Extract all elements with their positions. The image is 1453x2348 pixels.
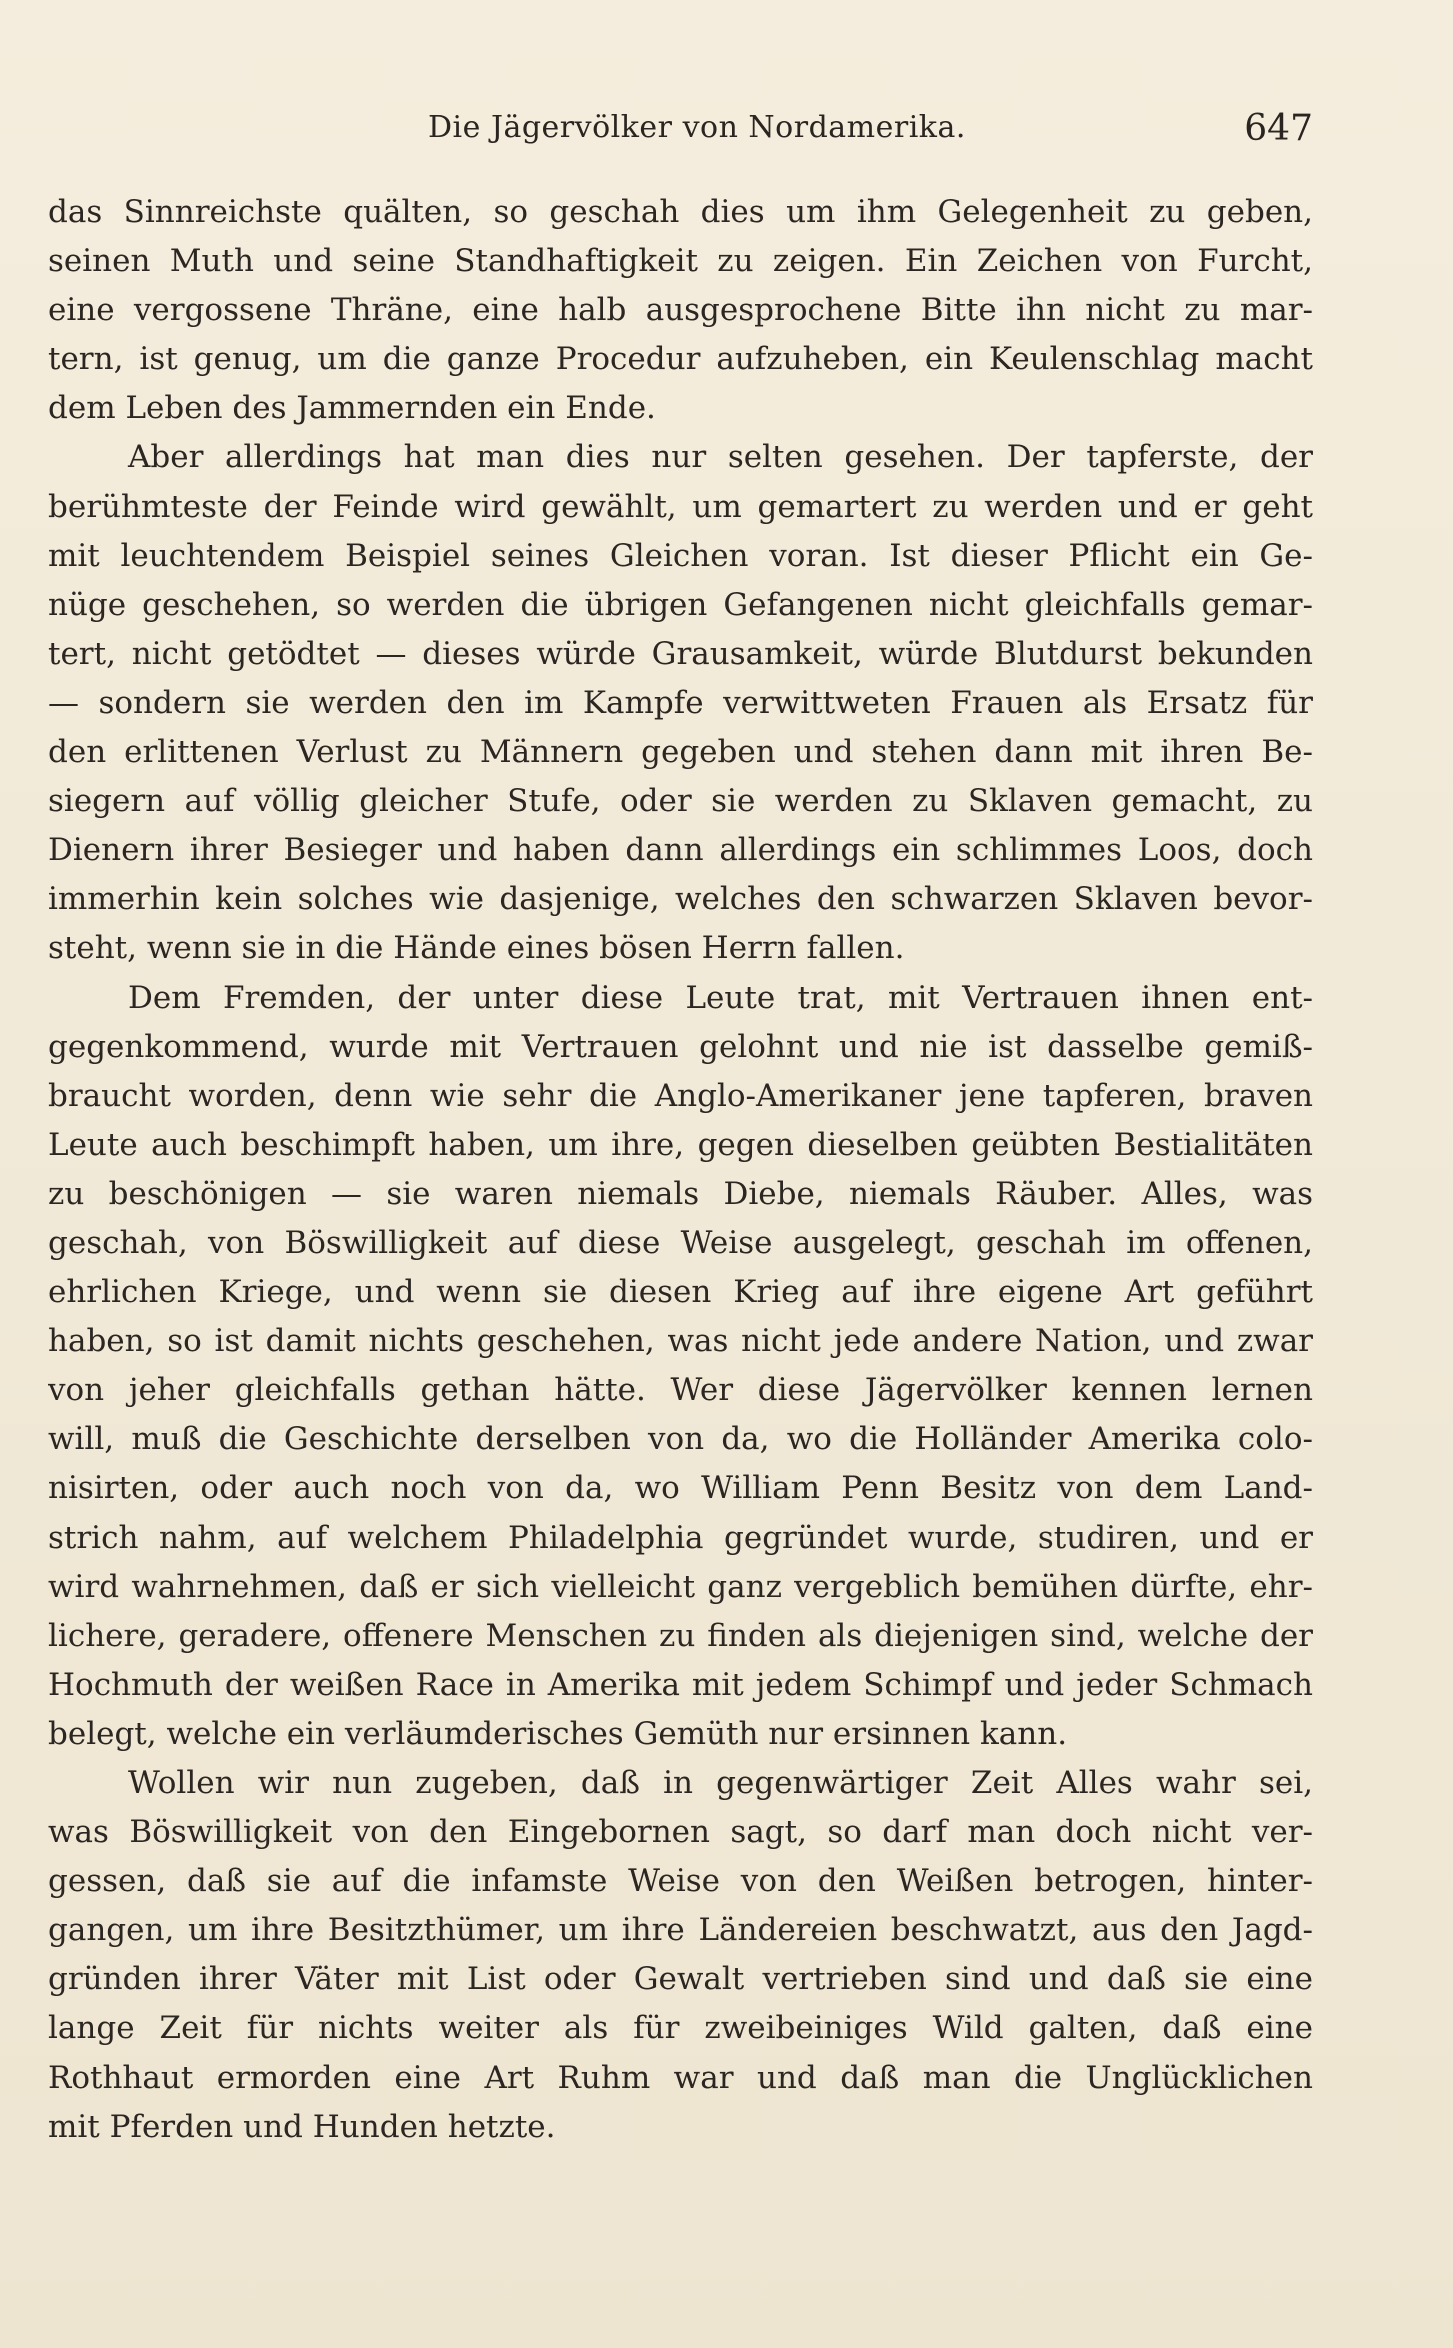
text-line: Rothhaut ermorden eine Art Ruhm war und daß man die Unglücklichen [48, 2059, 1313, 2096]
text-line: zu beschönigen — sie waren niemals Diebe, niemals Räuber. Alles, was [48, 1175, 1313, 1212]
text-line: steht, wenn sie in die Hände eines bösen Herrn fallen. [48, 930, 905, 967]
text-line: Dem Fremden, der unter diese Leute trat, mit Vertrauen ihnen ent- [128, 979, 1313, 1016]
text-line: nisirten, oder auch noch von da, wo William Penn Besitz von dem Land- [48, 1470, 1313, 1507]
text-line: geschah, von Böswilligkeit auf diese Weise ausgelegt, geschah im offenen, [48, 1224, 1313, 1261]
text-line: gangen, um ihre Besitzthümer, um ihre Ländereien beschwatzt, aus den Jagd- [48, 1912, 1313, 1949]
text-line: — sondern sie werden den im Kampfe verwittweten Frauen als Ersatz für [48, 684, 1313, 721]
text-line: tert, nicht getödtet — dieses würde Grausamkeit, würde Blutdurst bekunden [48, 635, 1313, 672]
text-line: lichere, geradere, offenere Menschen zu finden als diejenigen sind, welche der [48, 1617, 1313, 1654]
text-line: will, muß die Geschichte derselben von da, wo die Holländer Amerika colo- [48, 1421, 1313, 1458]
text-line: Wollen wir nun zugeben, daß in gegenwärtiger Zeit Alles wahr sei, [128, 1765, 1313, 1801]
text-line: seinen Muth und seine Standhaftigkeit zu zeigen. Ein Zeichen von Furcht, [48, 243, 1313, 280]
text-line: den erlittenen Verlust zu Männern gegeben und stehen dann mit ihren Be- [48, 734, 1313, 771]
text-line: mit Pferden und Hunden hetzte. [48, 2108, 556, 2145]
text-line: was Böswilligkeit von den Eingebornen sagt, so darf man doch nicht ver- [48, 1814, 1313, 1851]
text-line: immerhin kein solches wie dasjenige, welches den schwarzen Sklaven bevor- [48, 881, 1313, 918]
body-text [48, 188, 1313, 2152]
text-line: siegern auf völlig gleicher Stufe, oder sie werden zu Sklaven gemacht, zu [48, 783, 1313, 820]
text-line: berühmteste der Feinde wird gewählt, um gemartert zu werden und er geht [48, 488, 1313, 525]
text-line: Hochmuth der weißen Race in Amerika mit jedem Schimpf und jeder Schmach [48, 1666, 1313, 1703]
text-line: gegenkommend, wurde mit Vertrauen gelohnt und nie ist dasselbe gemiß- [48, 1028, 1313, 1065]
text-line: ehrlichen Kriege, und wenn sie diesen Krieg auf ihre eigene Art geführt [48, 1274, 1313, 1311]
text-line: strich nahm, auf welchem Philadelphia gegründet wurde, studiren, und er [48, 1519, 1313, 1556]
page-header [48, 100, 1313, 160]
text-line: belegt, welche ein verläumderisches Gemüth nur ersinnen kann. [48, 1715, 1068, 1752]
text-line: gessen, daß sie auf die infamste Weise von den Weißen betrogen, hinter- [48, 1863, 1313, 1900]
text-line: mit leuchtendem Beispiel seines Gleichen voran. Ist dieser Pflicht ein Ge- [48, 537, 1313, 574]
text-line: Dienern ihrer Besieger und haben dann allerdings ein schlimmes Loos, doch [48, 832, 1313, 869]
page-number: 647 [1244, 108, 1313, 149]
text-line: braucht worden, denn wie sehr die Anglo-Amerikaner jene tapferen, braven [48, 1077, 1313, 1114]
text-line: eine vergossene Thräne, eine halb ausgesprochene Bitte ihn nicht zu mar- [48, 292, 1313, 329]
text-line: von jeher gleichfalls gethan hätte. Wer diese Jägervölker kennen lernen [48, 1372, 1313, 1409]
text-line: tern, ist genug, um die ganze Procedur aufzuheben, ein Keulenschlag macht [48, 341, 1313, 378]
text-line: nüge geschehen, so werden die übrigen Gefangenen nicht gleichfalls gemar- [48, 586, 1313, 623]
text-line: dem Leben des Jammernden ein Ende. [48, 390, 656, 427]
text-line: haben, so ist damit nichts geschehen, was nicht jede andere Nation, und zwar [48, 1323, 1313, 1360]
text-line: das Sinnreichste quälten, so geschah dies um ihm Gelegenheit zu geben, [48, 194, 1313, 230]
text-line: Aber allerdings hat man dies nur selten gesehen. Der tapferste, der [128, 439, 1313, 476]
running-title: Die Jägervölker von Nordamerika. [428, 110, 966, 145]
text-line: gründen ihrer Väter mit List oder Gewalt vertrieben sind und daß sie eine [48, 1961, 1313, 1998]
text-line: wird wahrnehmen, daß er sich vielleicht ganz vergeblich bemühen dürfte, ehr- [48, 1568, 1313, 1605]
text-line: Leute auch beschimpft haben, um ihre, gegen dieselben geübten Bestialitäten [48, 1126, 1313, 1163]
text-line: lange Zeit für nichts weiter als für zweibeiniges Wild galten, daß eine [48, 2010, 1313, 2047]
